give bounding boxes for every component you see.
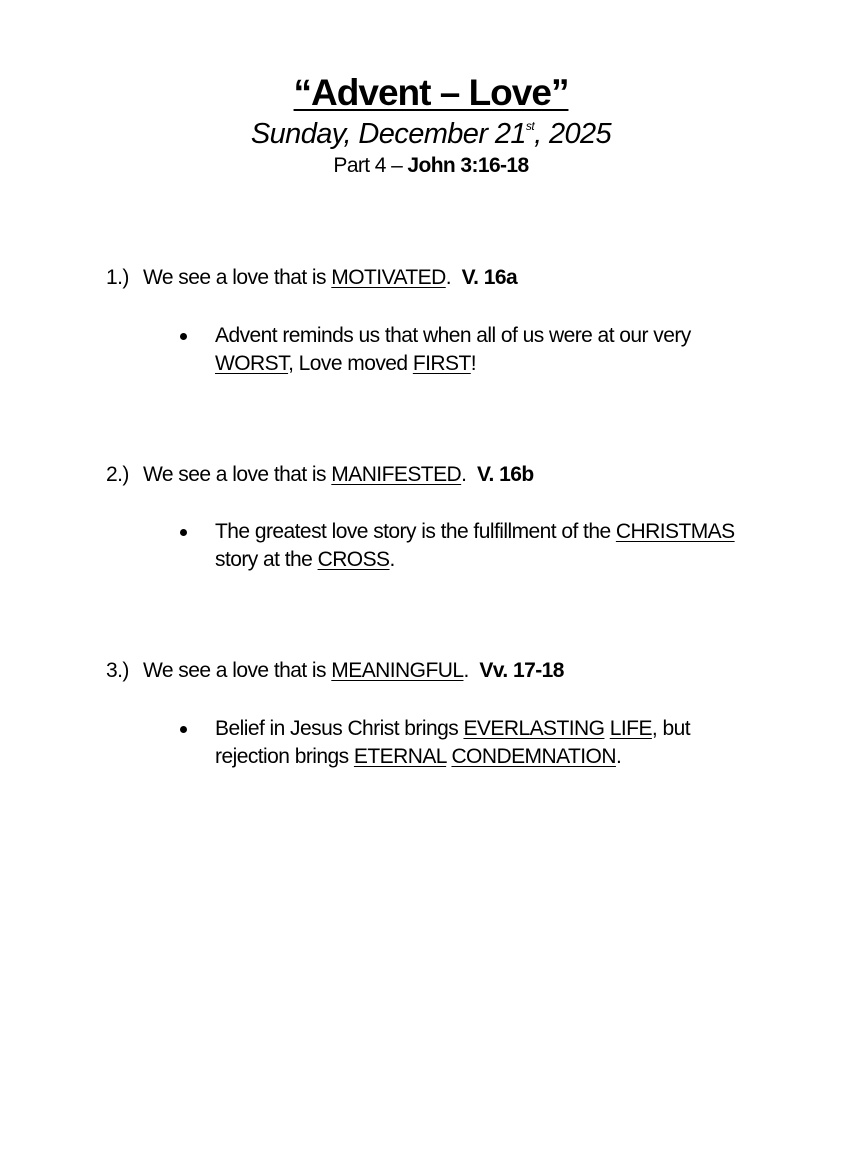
bullet-keyword: CHRISTMAS (615, 520, 735, 543)
point-keyword: MANIFESTED (331, 463, 462, 486)
point-number: 3.) (106, 659, 129, 682)
bullet-text: , Love moved (288, 352, 413, 375)
bullet-text: . (389, 548, 395, 571)
point-punctuation: . (463, 659, 480, 682)
bullet-text: story at the (215, 548, 318, 571)
date-main: Sunday, December 21 (250, 118, 526, 150)
point-punctuation: . (461, 463, 477, 486)
bullet-text: . (615, 745, 622, 768)
point-lead: We see a love that is (143, 659, 332, 682)
bullet-text: The greatest love story is the fulfillment of the (215, 520, 616, 543)
bullet-keyword: WORST (215, 352, 289, 375)
point-verse: Vv. 17-18 (479, 659, 564, 682)
sermon-date (0, 116, 862, 152)
point-1 (106, 264, 517, 291)
bullet-keyword: EVERLASTING (463, 717, 605, 740)
bullet-keyword: LIFE (609, 717, 652, 740)
point-number: 1.) (106, 266, 129, 289)
scripture-reference: John 3:16-18 (407, 154, 529, 177)
bullet-text: ! (470, 352, 477, 375)
point-verse: V. 16a (461, 266, 518, 289)
series-part (0, 153, 862, 179)
bullet-line-2 (215, 546, 395, 574)
bullet-line-2 (215, 743, 621, 771)
sermon-title-text: “Advent – Love” (293, 72, 569, 113)
point-keyword: MEANINGFUL (331, 659, 464, 682)
point-punctuation: . (445, 266, 462, 289)
point-keyword: MOTIVATED (331, 266, 446, 289)
date-ordinal-suffix: st (525, 119, 535, 133)
bullet-text: Advent reminds us that when all of us were at our very (215, 324, 691, 347)
bullet-text: , but (651, 717, 691, 740)
point-2 (106, 461, 534, 488)
bullet-keyword: FIRST (412, 352, 471, 375)
bullet-dot-icon (180, 529, 187, 536)
part-label: Part 4 – (333, 154, 408, 177)
bullet-keyword: ETERNAL (353, 745, 447, 768)
point-lead: We see a love that is (143, 463, 332, 486)
bullet-line-1 (215, 322, 691, 350)
date-year: , 2025 (534, 118, 612, 150)
point-number: 2.) (106, 463, 129, 486)
bullet-dot-icon (180, 726, 187, 733)
bullet-keyword: CONDEMNATION (451, 745, 616, 768)
bullet-line-2 (215, 350, 476, 378)
point-3 (106, 657, 564, 684)
bullet-keyword: CROSS (317, 548, 390, 571)
bullet-line-1 (215, 518, 735, 546)
bullet-text: rejection brings (215, 745, 354, 768)
point-verse: V. 16b (477, 463, 534, 486)
point-lead: We see a love that is (143, 266, 332, 289)
bullet-dot-icon (180, 333, 187, 340)
bullet-line-1 (215, 715, 690, 743)
sermon-title (0, 70, 862, 116)
bullet-text: Belief in Jesus Christ brings (215, 717, 464, 740)
